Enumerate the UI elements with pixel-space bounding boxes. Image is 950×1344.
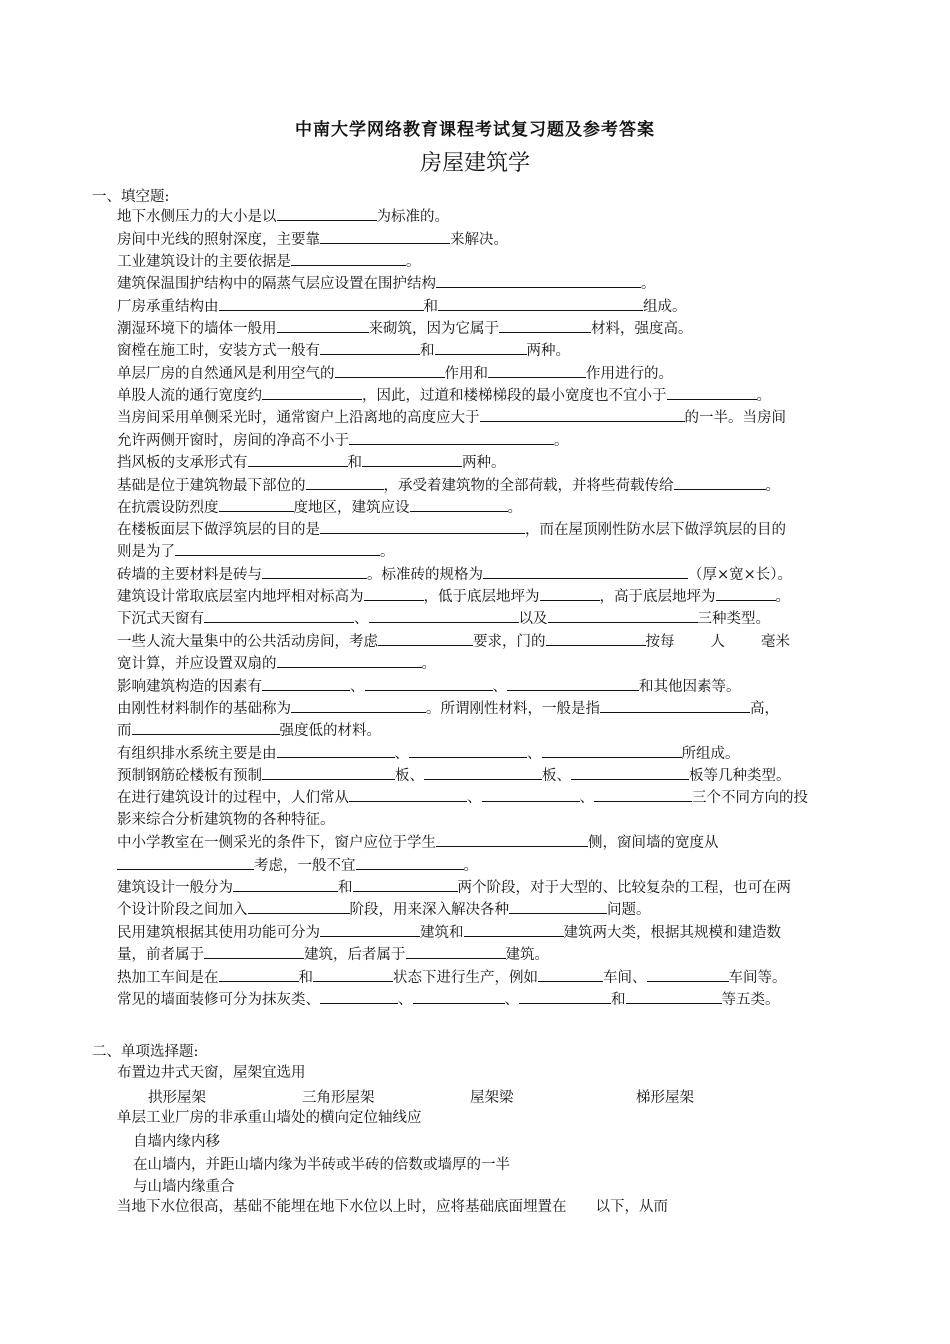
option-2b: 在山墙内，并距山墙内缘为半砖或半砖的倍数或墙厚的一半: [133, 1157, 510, 1173]
line-text: 工业建筑设计的主要依据是: [117, 254, 291, 270]
line-text: 、: [398, 992, 413, 1008]
fill-blank-line: [117, 385, 771, 406]
line-text: 允许两侧开窗时，房间的净高不小于: [117, 433, 349, 449]
line-text: ，高于底层地坪为: [599, 589, 716, 605]
line-text: 由刚性材料制作的基础称为: [117, 701, 291, 717]
answer-blank[interactable]: [320, 989, 398, 1004]
fill-blank-line: [117, 653, 436, 674]
line-text: 和: [420, 343, 435, 359]
line-text: 、: [527, 746, 542, 762]
line-text: 板、: [542, 768, 571, 784]
answer-blank[interactable]: [725, 632, 761, 646]
fill-blank-line: [117, 989, 780, 1010]
line-text: 。: [463, 858, 478, 874]
fill-blank-line: [117, 631, 790, 652]
answer-blank[interactable]: [483, 564, 688, 579]
line-text: 。: [765, 478, 780, 494]
line-text: 个设计阶段之间加入: [117, 902, 248, 918]
answer-blank[interactable]: [413, 989, 505, 1004]
line-text: 以及: [518, 611, 548, 627]
fill-blank-line: [117, 743, 740, 764]
line-text: 、: [354, 611, 369, 627]
answer-blank[interactable]: [369, 608, 519, 623]
line-text: 。: [756, 388, 771, 404]
line-text: 基础是位于建筑物最下部位的: [117, 478, 306, 494]
line-text: 预制钢筋砼楼板有预制: [117, 768, 262, 784]
answer-blank[interactable]: [117, 855, 254, 870]
fill-blank-line: [117, 810, 335, 830]
line-text: 三种类型。: [697, 611, 770, 627]
line-text: 房间中光线的照射深度，主要靠: [117, 232, 320, 248]
line-text: 两种。: [526, 343, 570, 359]
answer-blank[interactable]: [277, 653, 422, 668]
line-text: 、: [394, 746, 409, 762]
fill-blank-line: [117, 967, 787, 988]
answer-blank[interactable]: [320, 519, 525, 534]
line-text: 而: [117, 723, 132, 739]
fill-blank-line: [117, 564, 792, 585]
line-text: 建筑两大类，根据其规模和建造数: [563, 925, 781, 941]
answer-blank[interactable]: [313, 967, 393, 982]
answer-blank[interactable]: [365, 676, 493, 691]
answer-blank[interactable]: [320, 229, 450, 244]
line-text: ，因此，过道和楼梯梯段的最小宽度也不宜小于: [362, 388, 667, 404]
option-2c: 与山墙内缘重合: [133, 1179, 235, 1195]
line-text: 则是为了: [117, 544, 175, 560]
answer-blank[interactable]: [600, 698, 750, 713]
fill-blank-line: [117, 698, 779, 719]
option-2a: 自墙内缘内移: [133, 1134, 220, 1150]
line-text: 作用进行的。: [586, 366, 673, 382]
line-text: 状态下进行生产，例如: [393, 970, 538, 986]
answer-blank[interactable]: [204, 944, 304, 959]
answer-blank[interactable]: [409, 743, 527, 758]
line-text: 。标准砖的规格为: [367, 567, 483, 583]
line-text: 板、: [395, 768, 424, 784]
line-text: 下沉式天窗有: [117, 611, 204, 627]
answer-blank[interactable]: [667, 385, 757, 400]
fill-blank-line: [117, 251, 421, 272]
line-text: 建筑设计常取底层室内地坪相对标高为: [117, 589, 364, 605]
answer-blank[interactable]: [262, 564, 367, 579]
answer-blank[interactable]: [349, 430, 554, 445]
line-text: 、: [350, 679, 365, 695]
answer-blank[interactable]: [464, 922, 564, 937]
answer-blank[interactable]: [594, 787, 692, 802]
line-text: 和其他因素等。: [639, 679, 741, 695]
choice-question-2: 单层工业厂房的非承重山墙处的横向定位轴线应: [117, 1110, 422, 1126]
fill-blank-line: [117, 273, 656, 294]
line-text: 考虑，一般不宜: [254, 858, 356, 874]
line-text: 中小学教室在一侧采光的条件下，窗户应位于学生: [117, 835, 436, 851]
line-text: 窗樘在施工时，安装方式一般有: [117, 343, 320, 359]
line-text: 量，前者属于: [117, 947, 204, 963]
line-text: ，承受着建筑物的全部荷载，并将些荷载传给: [383, 478, 674, 494]
fill-blank-line: [117, 206, 449, 227]
option-1c: 屋架梁: [470, 1090, 514, 1106]
fill-blank-line: [117, 229, 508, 250]
fill-blank-line: [117, 296, 687, 317]
line-text: 侧，窗间墙的宽度从: [588, 835, 719, 851]
answer-blank[interactable]: [499, 318, 591, 333]
line-text: 砖墙的主要材料是砖与: [117, 567, 262, 583]
line-text: 三个不同方向的投: [692, 790, 808, 806]
answer-blank[interactable]: [204, 608, 354, 623]
line-text: 。: [554, 433, 569, 449]
line-text: 常见的墙面装修可分为抹灰类、: [117, 992, 320, 1008]
line-text: 、: [504, 992, 519, 1008]
answer-blank[interactable]: [675, 632, 711, 646]
answer-blank[interactable]: [219, 967, 299, 982]
line-text: ，低于底层地坪为: [423, 589, 540, 605]
answer-blank[interactable]: [362, 452, 462, 467]
option-1b: 三角形屋架: [302, 1090, 375, 1106]
answer-blank[interactable]: [480, 407, 685, 422]
fill-blank-line: [117, 586, 790, 607]
answer-blank[interactable]: [546, 631, 646, 646]
fill-blank-line: [117, 877, 791, 898]
answer-blank[interactable]: [542, 743, 682, 758]
line-text: 。: [507, 500, 522, 516]
line-text: 当房间采用单侧采光时，通常窗户上沿离地的高度应大于: [117, 410, 480, 426]
line-text: 厂房承重结构由: [117, 299, 219, 315]
answer-blank[interactable]: [353, 877, 458, 892]
fill-blank-line: [117, 765, 791, 786]
course-title: 房屋建筑学: [419, 151, 530, 176]
line-text: 影响建筑构造的因素有: [117, 679, 262, 695]
line-text: 等五类。: [721, 992, 780, 1008]
answer-blank[interactable]: [335, 363, 445, 378]
answer-blank[interactable]: [132, 720, 280, 735]
line-text: 来砌筑，因为它属于: [368, 321, 499, 337]
line-text: 民用建筑根据其使用功能可分为: [117, 925, 320, 941]
answer-blank[interactable]: [262, 385, 362, 400]
line-text: 建筑。: [505, 947, 549, 963]
fill-blank-line: [117, 676, 741, 697]
answer-blank[interactable]: [488, 363, 586, 378]
answer-blank[interactable]: [219, 497, 294, 512]
line-text: 。: [380, 544, 395, 560]
line-text: 宽计算，并应设置双扇的: [117, 656, 277, 672]
line-text: 的一半。当房间: [684, 410, 786, 426]
answer-blank[interactable]: [356, 855, 464, 870]
document-title: 中南大学网络教育课程考试复习题及参考答案: [295, 120, 655, 140]
answer-blank[interactable]: [436, 273, 641, 288]
answer-blank[interactable]: [438, 296, 643, 311]
answer-blank[interactable]: [291, 698, 426, 713]
line-text: （厚×宽×长）。: [688, 567, 793, 583]
line-text: 和: [611, 992, 626, 1008]
fill-blank-line: [117, 720, 381, 741]
line-text: 为标准的。: [376, 209, 449, 225]
fill-blank-line: [117, 832, 719, 853]
fill-blank-line: [117, 318, 693, 339]
line-text: 和: [347, 455, 362, 471]
line-text: 作用和: [444, 366, 488, 382]
answer-blank[interactable]: [538, 967, 603, 982]
line-text: 有组织排水系统主要是由: [117, 746, 277, 762]
line-text: 和: [338, 880, 353, 896]
answer-blank[interactable]: [175, 541, 380, 556]
answer-blank[interactable]: [716, 586, 776, 601]
fill-blank-line: [117, 430, 569, 451]
section-heading-single-choice: 二、单项选择题:: [92, 1044, 199, 1060]
line-text: 地下水侧压力的大小是以: [117, 209, 277, 225]
answer-blank[interactable]: [364, 586, 424, 601]
line-text: 按每: [645, 634, 675, 650]
line-text: ，而在屋顶刚性防水层下做浮筑层的目的: [525, 522, 786, 538]
line-text: 人: [710, 634, 725, 650]
fill-blank-line: [117, 787, 808, 808]
answer-blank[interactable]: [482, 787, 580, 802]
fill-blank-line: [117, 363, 673, 384]
line-text: 在抗震设防烈度: [117, 500, 219, 516]
line-text: 。: [421, 656, 436, 672]
answer-blank[interactable]: [626, 989, 722, 1004]
fill-blank-line: [117, 855, 478, 876]
line-text: 要求，门的: [473, 634, 546, 650]
line-text: 所组成。: [681, 746, 740, 762]
line-text: 。: [775, 589, 790, 605]
answer-blank[interactable]: [219, 296, 424, 311]
line-text: 阶段，用来深入解决各种: [349, 902, 509, 918]
line-text: 强度低的材料。: [279, 723, 381, 739]
line-text: 。所谓刚性材料，一般是指: [426, 701, 600, 717]
answer-blank[interactable]: [548, 608, 698, 623]
answer-blank[interactable]: [277, 318, 369, 333]
answer-blank[interactable]: [277, 206, 377, 221]
line-text: 在进行建筑设计的过程中，人们常从: [117, 790, 349, 806]
line-text: 毫米: [761, 634, 790, 650]
line-text: 。: [406, 254, 421, 270]
fill-blank-line: [117, 944, 549, 965]
line-text: 挡风板的支承形式有: [117, 455, 248, 471]
line-text: 建筑和: [420, 925, 464, 941]
option-1a: 拱形屋架: [148, 1090, 206, 1106]
answer-blank[interactable]: [406, 944, 506, 959]
line-text: 、: [492, 679, 507, 695]
fill-blank-line: [117, 608, 770, 629]
line-text: 、: [579, 790, 594, 806]
answer-blank[interactable]: [509, 899, 607, 914]
option-1d: 梯形屋架: [636, 1090, 694, 1106]
fill-blank-line: [117, 475, 780, 496]
line-text: 建筑设计一般分为: [117, 880, 233, 896]
line-text: 。: [641, 276, 656, 292]
answer-blank[interactable]: [436, 832, 588, 847]
answer-blank[interactable]: [262, 765, 395, 780]
answer-blank[interactable]: [320, 922, 420, 937]
line-text: 、: [467, 790, 482, 806]
choice-question-1: 布置边井式天窗，屋架宜选用: [117, 1065, 306, 1081]
line-text: 材料，强度高。: [591, 321, 693, 337]
answer-blank[interactable]: [540, 586, 600, 601]
answer-blank[interactable]: [571, 765, 689, 780]
line-text: 单股人流的通行宽度约: [117, 388, 262, 404]
answer-blank[interactable]: [519, 989, 611, 1004]
fill-blank-line: [117, 452, 506, 473]
line-text: 组成。: [643, 299, 687, 315]
line-text: 两种。: [462, 455, 506, 471]
answer-blank[interactable]: [233, 877, 338, 892]
answer-blank[interactable]: [349, 787, 467, 802]
line-text: 单层厂房的自然通风是利用空气的: [117, 366, 335, 382]
answer-blank[interactable]: [320, 340, 420, 355]
line-text: 一些人流大量集中的公共活动房间，考虑: [117, 634, 378, 650]
line-text: 在楼板面层下做浮筑层的目的是: [117, 522, 320, 538]
line-text: 车间等。: [728, 970, 787, 986]
answer-blank[interactable]: [424, 765, 542, 780]
line-text: 问题。: [607, 902, 651, 918]
answer-blank[interactable]: [248, 899, 350, 914]
line-text: 建筑保温围护结构中的隔蒸气层应设置在围护结构: [117, 276, 436, 292]
answer-blank[interactable]: [674, 475, 766, 490]
fill-blank-line: [117, 340, 570, 361]
answer-blank[interactable]: [248, 452, 348, 467]
line-text: 和: [423, 299, 438, 315]
answer-blank[interactable]: [378, 631, 473, 646]
line-text: 影来综合分析建筑物的各种特征。: [117, 812, 335, 828]
answer-blank[interactable]: [306, 475, 384, 490]
answer-blank[interactable]: [277, 743, 395, 758]
answer-blank[interactable]: [410, 497, 508, 512]
answer-blank[interactable]: [291, 251, 406, 266]
answer-blank[interactable]: [435, 340, 527, 355]
line-text: 高，: [750, 701, 779, 717]
line-text: 两个阶段，对于大型的、比较复杂的工程，也可在两: [457, 880, 791, 896]
line-text: 热加工车间是在: [117, 970, 219, 986]
fill-blank-line: [117, 497, 522, 518]
line-text: 板等几种类型。: [689, 768, 791, 784]
fill-blank-line: [117, 899, 651, 920]
line-text: 来解决。: [450, 232, 508, 248]
answer-blank[interactable]: [647, 967, 729, 982]
line-text: 建筑，后者属于: [304, 947, 406, 963]
fill-blank-line: [117, 519, 786, 540]
line-text: 潮湿环境下的墙体一般用: [117, 321, 277, 337]
line-text: 度地区，建筑应设: [293, 500, 410, 516]
line-text: 车间、: [603, 970, 647, 986]
fill-blank-line: [117, 541, 395, 562]
section-heading-fill-blank: 一、填空题:: [92, 189, 170, 205]
choice-question-3: 当地下水位很高，基础不能埋在地下水位以上时，应将基础底面埋置在 以下，从而: [117, 1199, 668, 1215]
line-text: 和: [298, 970, 313, 986]
answer-blank[interactable]: [262, 676, 350, 691]
fill-blank-line: [117, 407, 786, 428]
answer-blank[interactable]: [507, 676, 639, 691]
fill-blank-line: [117, 922, 781, 943]
